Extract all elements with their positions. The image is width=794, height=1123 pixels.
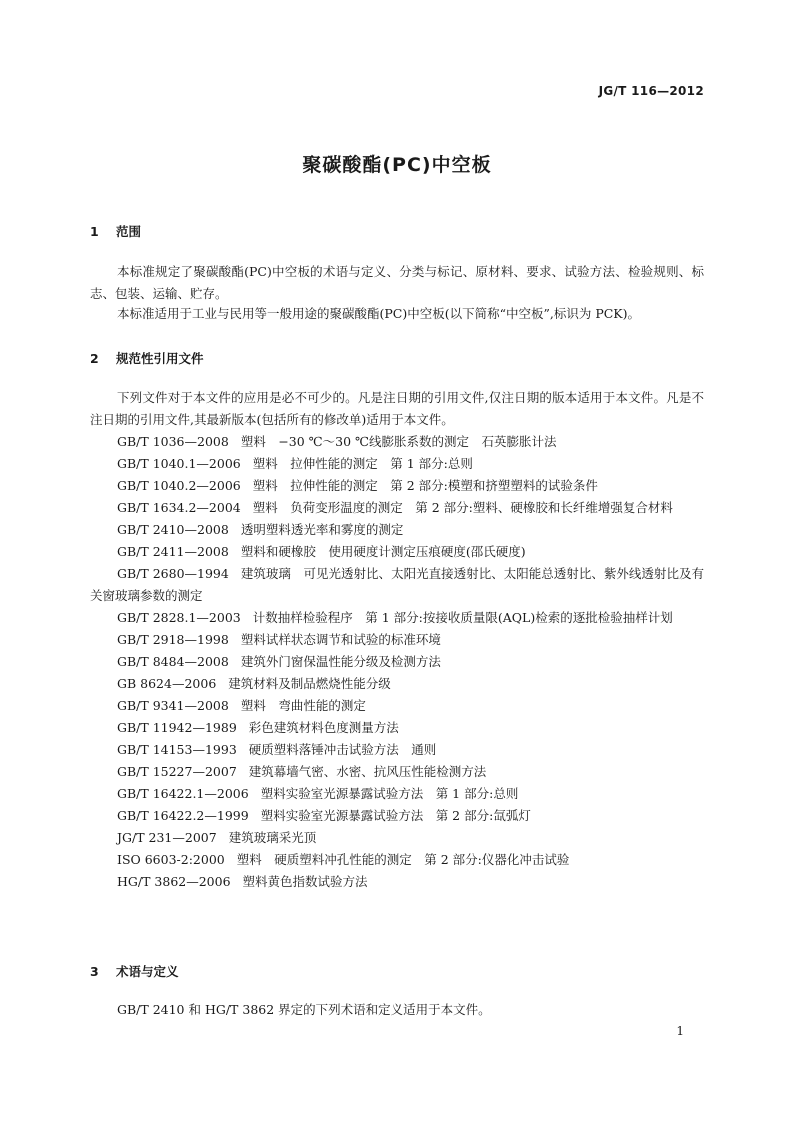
- section-3-title: 术语与定义: [116, 964, 179, 979]
- reference-item: [90, 651, 704, 673]
- page-number: 1: [676, 1024, 684, 1038]
- reference-code: GB/T 15227—2007: [117, 764, 237, 779]
- reference-title: 塑料 拉伸性能的测定 第 1 部分:总则: [252, 456, 473, 471]
- reference-title: 建筑外门窗保温性能分级及检测方法: [240, 654, 441, 669]
- reference-code: ISO 6603-2:2000: [117, 852, 225, 867]
- reference-item: [90, 761, 704, 783]
- terms-paragraph: GB/T 2410 和 HG/T 3862 界定的下列术语和定义适用于本文件。: [117, 1002, 491, 1017]
- reference-title: 塑料和硬橡胶 使用硬度计测定压痕硬度(邵氏硬度): [240, 544, 526, 559]
- reference-item: [90, 805, 704, 827]
- reference-code: GB/T 16422.2—1999: [117, 808, 249, 823]
- reference-item: [90, 431, 704, 453]
- references-list: [90, 431, 704, 893]
- reference-title: 塑料黄色指数试验方法: [242, 874, 368, 889]
- reference-title: 硬质塑料落锤冲击试验方法 通则: [248, 742, 437, 757]
- reference-title: 塑料实验室光源暴露试验方法 第 1 部分:总则: [260, 786, 519, 801]
- reference-item: [90, 607, 704, 629]
- section-1-number: 1: [90, 224, 99, 239]
- reference-item: [90, 871, 704, 893]
- section-1-title: 范围: [116, 224, 142, 239]
- reference-code: GB/T 14153—1993: [117, 742, 237, 757]
- reference-title: 建筑玻璃采光顶: [228, 830, 317, 845]
- reference-item: [90, 629, 704, 651]
- scope-paragraph-2: 本标准适用于工业与民用等一般用途的聚碳酸酯(PC)中空板(以下简称“中空板”,标识为 PCK)。: [117, 306, 641, 321]
- reference-item: [90, 563, 704, 607]
- reference-item: [90, 695, 704, 717]
- reference-title: 塑料 硬质塑料冲孔性能的测定 第 2 部分:仪器化冲击试验: [236, 852, 570, 867]
- reference-code: GB/T 2828.1—2003: [117, 610, 241, 625]
- reference-code: GB/T 9341—2008: [117, 698, 229, 713]
- reference-title: 透明塑料透光率和雾度的测定: [240, 522, 404, 537]
- section-2-number: 2: [90, 351, 99, 366]
- reference-code: GB/T 1036—2008: [117, 434, 229, 449]
- standard-number: JG/T 116—2012: [598, 84, 704, 98]
- reference-code: GB 8624—2006: [117, 676, 217, 691]
- section-2-heading: [90, 349, 204, 367]
- reference-item: [90, 717, 704, 739]
- reference-code: GB/T 2918—1998: [117, 632, 229, 647]
- reference-item: [90, 827, 704, 849]
- reference-code: GB/T 1040.2—2006: [117, 478, 241, 493]
- reference-code: GB/T 1634.2—2004: [117, 500, 241, 515]
- reference-item: [90, 849, 704, 871]
- reference-item: [90, 497, 704, 519]
- reference-title: 塑料 −30 ℃～30 ℃线膨胀系数的测定 石英膨胀计法: [240, 434, 557, 449]
- reference-title: 塑料 弯曲性能的测定: [240, 698, 366, 713]
- reference-item: [90, 541, 704, 563]
- reference-title: 塑料实验室光源暴露试验方法 第 2 部分:氙弧灯: [260, 808, 531, 823]
- reference-item: [90, 783, 704, 805]
- reference-code: GB/T 2410—2008: [117, 522, 229, 537]
- reference-title: 建筑材料及制品燃烧性能分级: [228, 676, 391, 691]
- reference-title: 建筑幕墙气密、水密、抗风压性能检测方法: [248, 764, 487, 779]
- reference-item: [90, 519, 704, 541]
- reference-code: GB/T 2411—2008: [117, 544, 229, 559]
- section-2-title: 规范性引用文件: [116, 351, 204, 366]
- reference-code: GB/T 16422.1—2006: [117, 786, 249, 801]
- reference-code: HG/T 3862—2006: [117, 874, 231, 889]
- reference-code: GB/T 2680—1994: [117, 566, 229, 581]
- document-title: 聚碳酸酯(PC)中空板: [302, 154, 492, 176]
- reference-title: 塑料 拉伸性能的测定 第 2 部分:模塑和挤塑塑料的试验条件: [252, 478, 598, 493]
- reference-item: [90, 673, 704, 695]
- section-3-number: 3: [90, 964, 99, 979]
- reference-item: [90, 475, 704, 497]
- references-intro: 下列文件对于本文件的应用是必不可少的。凡是注日期的引用文件,仅注日期的版本适用于本文件。凡是不注日期的引用文件,其最新版本(包括所有的修改单)适用于本文件。: [90, 390, 704, 427]
- reference-item: [90, 739, 704, 761]
- reference-code: GB/T 11942—1989: [117, 720, 237, 735]
- section-3-heading: [90, 962, 179, 980]
- reference-title: 建筑玻璃 可见光透射比、太阳光直接透射比、太阳能总透射比、紫外线透射比及有关窗玻璃参数的测定: [90, 566, 704, 603]
- scope-paragraph-1: 本标准规定了聚碳酸酯(PC)中空板的术语与定义、分类与标记、原材料、要求、试验方法、检验规则、标志、包装、运输、贮存。: [90, 264, 704, 301]
- reference-code: GB/T 1040.1—2006: [117, 456, 241, 471]
- reference-title: 计数抽样检验程序 第 1 部分:按接收质量限(AQL)检索的逐批检验抽样计划: [252, 610, 673, 625]
- reference-title: 塑料 负荷变形温度的测定 第 2 部分:塑料、硬橡胶和长纤维增强复合材料: [252, 500, 673, 515]
- reference-item: [90, 453, 704, 475]
- section-1-heading: [90, 222, 141, 240]
- reference-title: 塑料试样状态调节和试验的标准环境: [240, 632, 441, 647]
- reference-title: 彩色建筑材料色度测量方法: [248, 720, 399, 735]
- reference-code: GB/T 8484—2008: [117, 654, 229, 669]
- reference-code: JG/T 231—2007: [117, 830, 217, 845]
